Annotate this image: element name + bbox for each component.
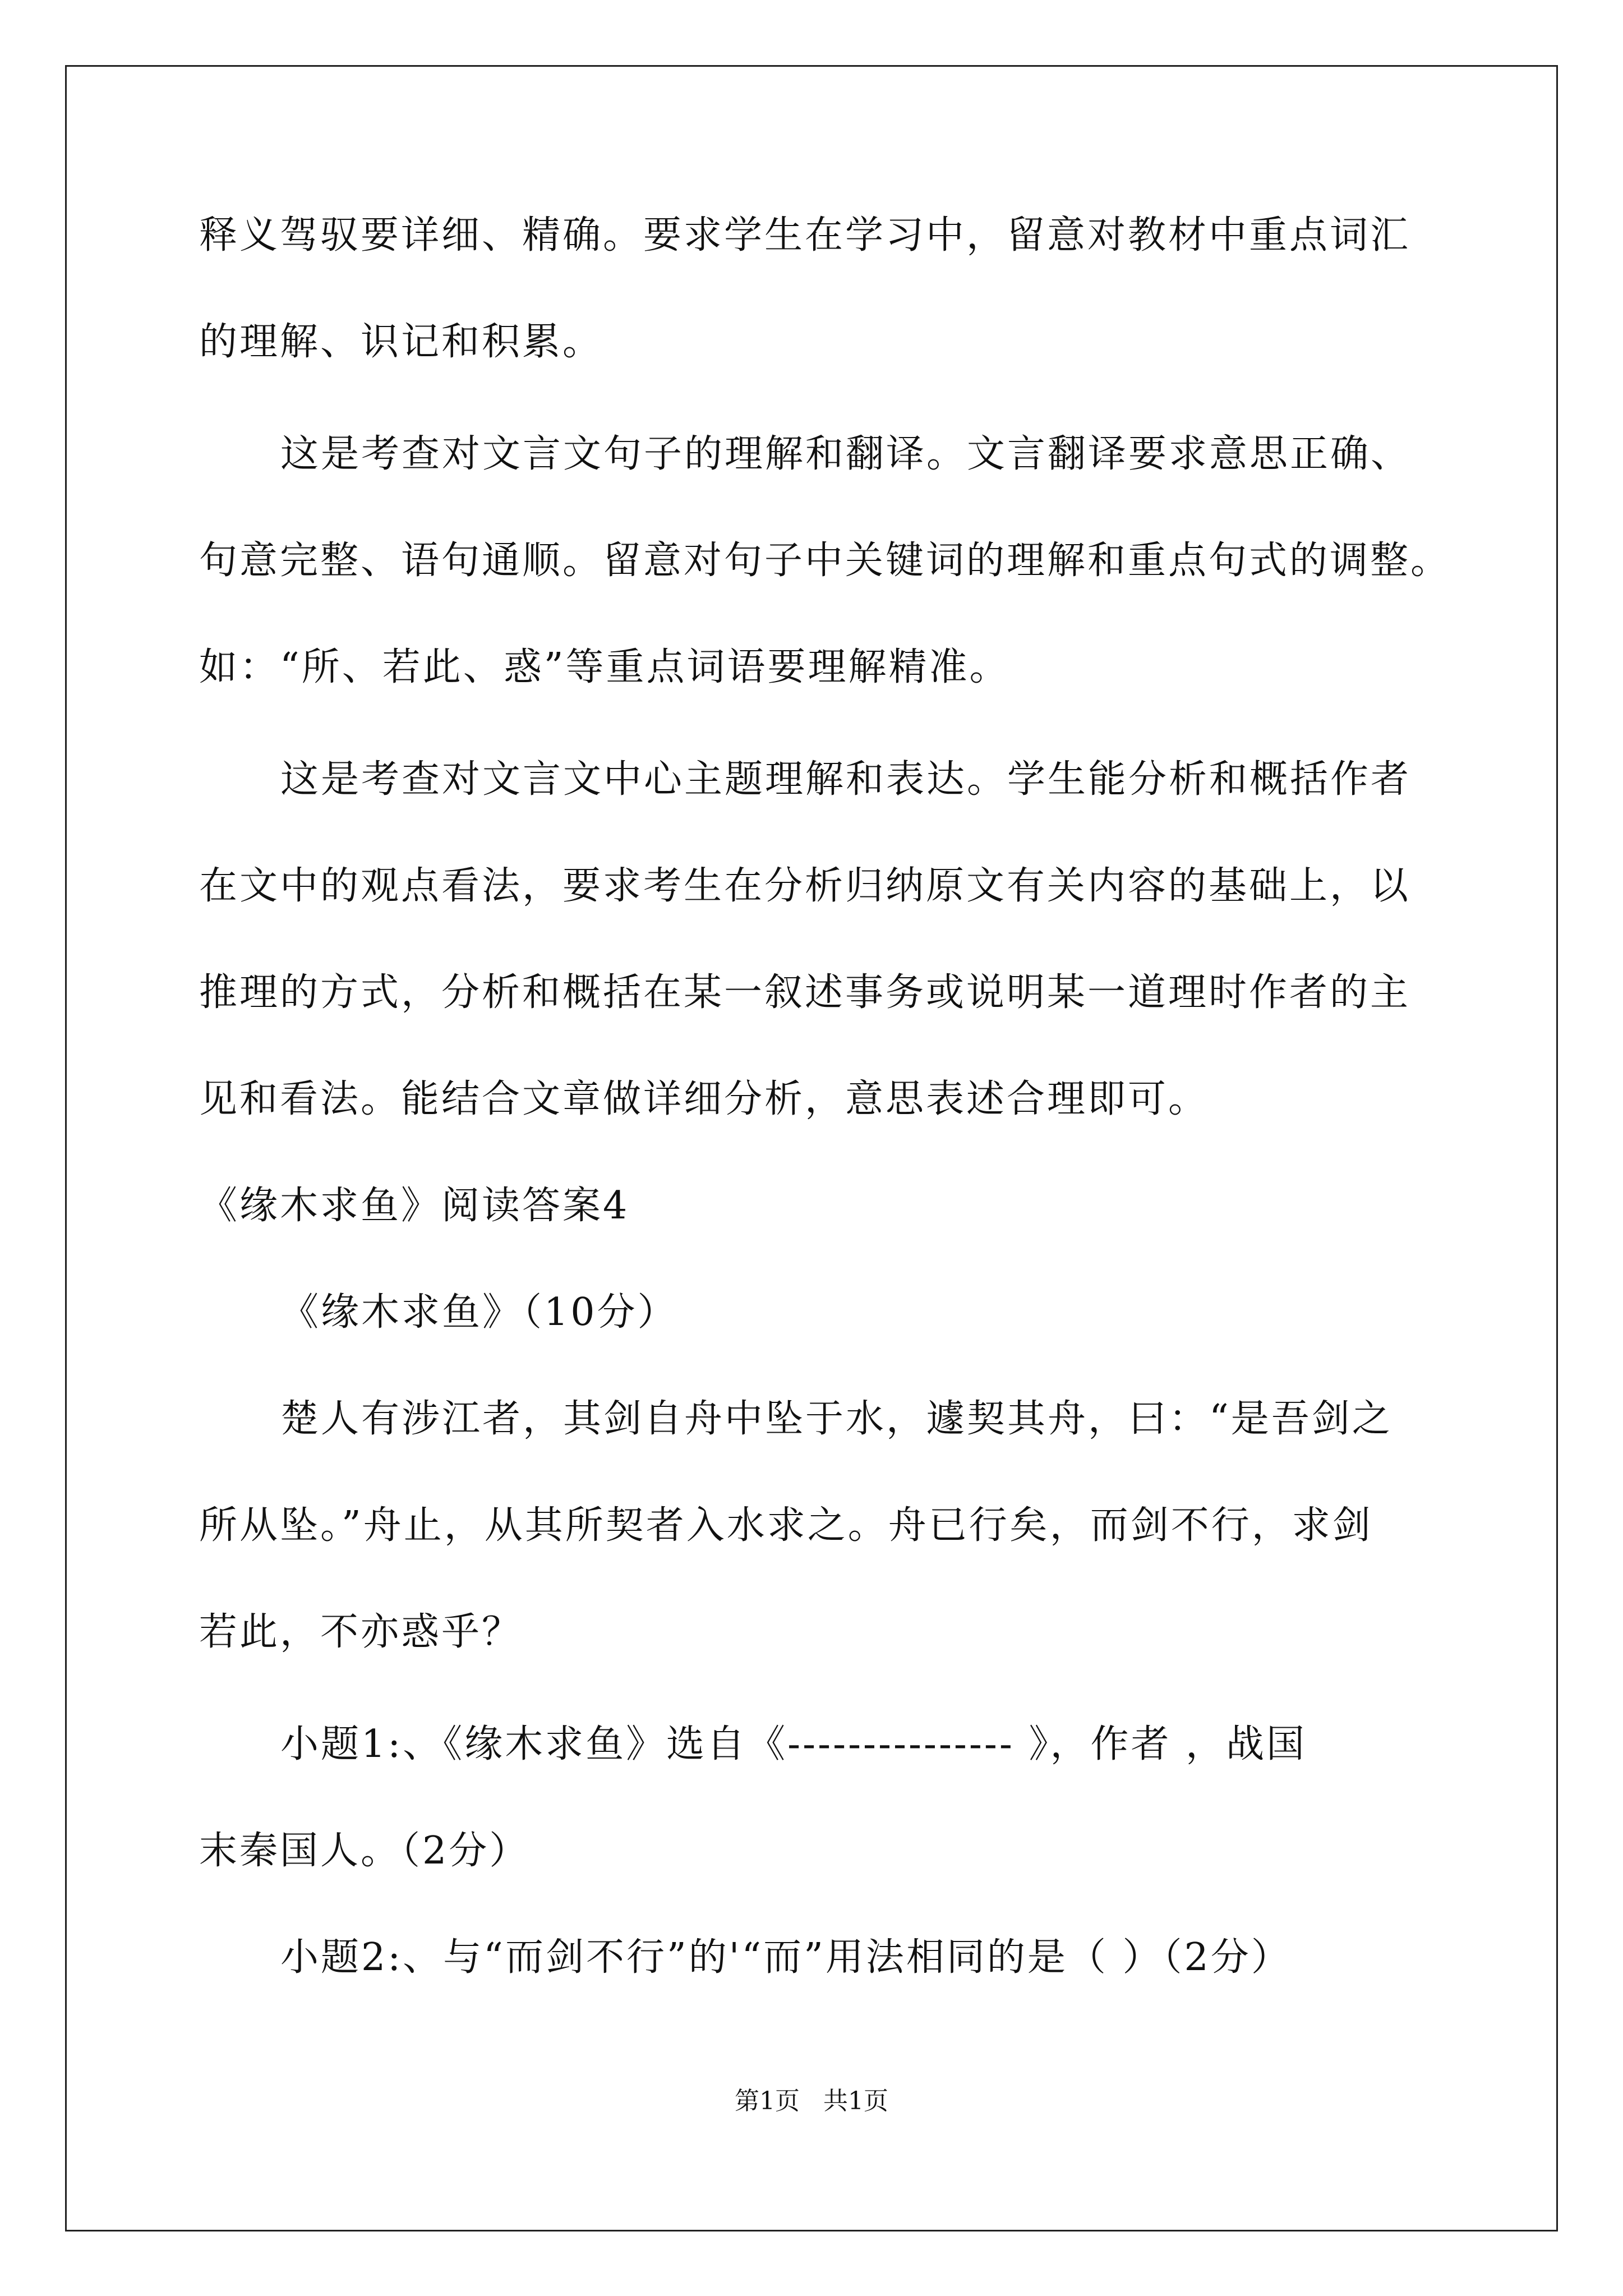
- page-border: [65, 65, 1558, 2231]
- paragraph-3-line-1: 这是考查对文言文中心主题理解和表达。学生能分析和概括作者: [280, 757, 1412, 802]
- passage-title: 《缘木求鱼》（10分）: [280, 1290, 678, 1335]
- paragraph-2-line-1: 这是考查对文言文句子的理解和翻译。文言翻译要求意思正确、: [280, 432, 1412, 476]
- passage-line-1: 楚人有涉江者，其剑自舟中坠于水，遽契其舟，曰：“是吾剑之: [280, 1397, 1393, 1441]
- paragraph-3-line-3: 推理的方式，分析和概括在某一叙述事务或说明某一道理时作者的主: [199, 970, 1411, 1015]
- passage-line-3: 若此，不亦惑乎？: [199, 1610, 523, 1654]
- paragraph-2-line-2: 句意完整、语句通顺。留意对句子中关键词的理解和重点句式的调整。: [199, 539, 1451, 583]
- paragraph-2-line-3: 如：“所、若此、惑”等重点词语要理解精准。: [199, 645, 1010, 689]
- question-1-line-2: 末秦国人。（2分）: [199, 1829, 530, 1873]
- question-2-line-1: 小题2:、与“而剑不行”的'“而”用法相同的是（ ）（2分）: [280, 1935, 1292, 1980]
- passage-line-2: 所从坠。”舟止，从其所契者入水求之。舟已行矣，而剑不行，求剑: [199, 1503, 1373, 1548]
- question-1-line-1: 小题1:、《缘木求鱼》选自《--------------- 》，作者 ，战国: [280, 1722, 1307, 1766]
- page-footer: 第1页 共1页: [735, 2087, 888, 2115]
- paragraph-3-line-2: 在文中的观点看法，要求考生在分析归纳原文有关内容的基础上，以: [199, 864, 1411, 908]
- paragraph-1-line-2: 的理解、识记和积累。: [199, 320, 603, 364]
- section-heading: 《缘木求鱼》阅读答案4: [199, 1184, 630, 1228]
- paragraph-3-line-4: 见和看法。能结合文章做详细分析，意思表述合理即可。: [199, 1077, 1209, 1121]
- paragraph-1-line-1: 释义驾驭要详细、精确。要求学生在学习中，留意对教材中重点词汇: [199, 213, 1411, 257]
